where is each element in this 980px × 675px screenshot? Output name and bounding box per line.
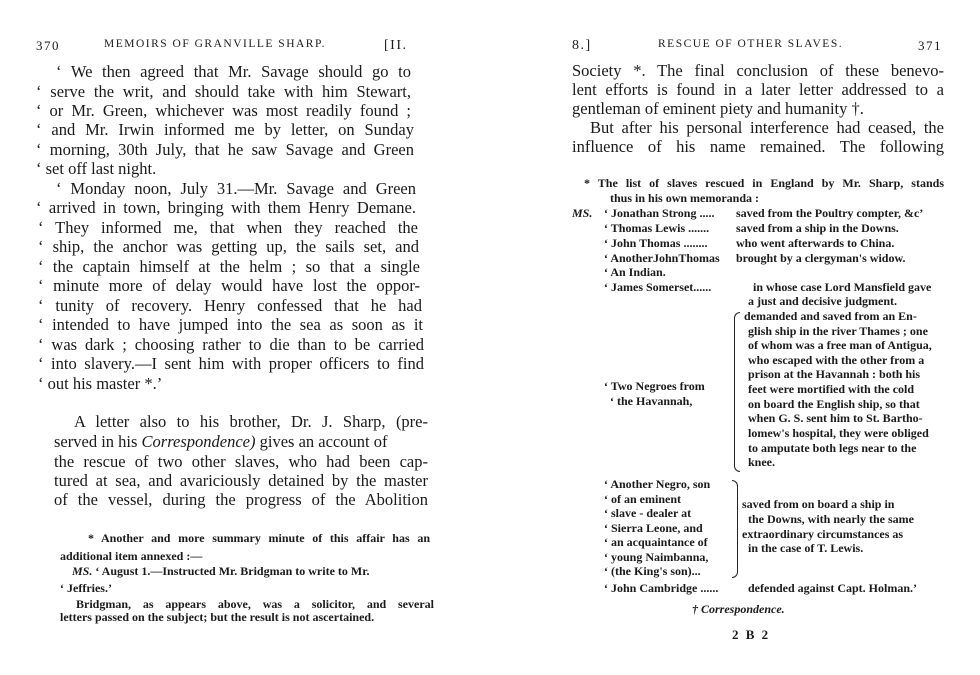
- list-item-note: prison at the Havannah : both his: [748, 367, 921, 381]
- list-item-note: a just and decisive judgment.: [748, 294, 898, 308]
- list-item-name: ‘ John Thomas ........: [604, 236, 708, 250]
- body-line: ‘ Monday noon, July 31.—Mr. Savage and Green: [56, 179, 416, 198]
- footnote-line: letters passed on the subject; but the result is not ascertained.: [60, 610, 375, 624]
- list-item-note: on board the English ship, so that: [748, 397, 920, 411]
- list-item-name: ‘ Jonathan Strong .....: [604, 206, 715, 220]
- right-page: [520, 0, 980, 675]
- list-item-note: brought by a clergyman's widow.: [736, 251, 906, 265]
- text-run: served in his: [54, 432, 142, 451]
- list-item-note: lomew's hospital, they were obliged: [748, 426, 929, 440]
- list-item-note: when G. S. sent him to St. Bartho-: [748, 411, 923, 425]
- dagger-footnote: † Correspondence.: [692, 602, 785, 616]
- list-item-name: ‘ Two Negroes from: [604, 379, 705, 393]
- chapter-mark: 8.]: [572, 38, 592, 53]
- list-item-name: ‘ Thomas Lewis .......: [604, 221, 710, 235]
- list-item-note: feet were mortified with the cold: [748, 382, 915, 396]
- list-item-name: ‘ Another Negro, son: [604, 477, 711, 491]
- page-number: 371: [918, 38, 942, 53]
- list-item-name: ‘ James Somerset......: [604, 280, 712, 294]
- body-line: ‘ into slavery.—I sent him with proper officers to find: [38, 354, 424, 373]
- ms-label: MS.: [572, 206, 593, 220]
- list-item-name: ‘ AnotherJohnThomas: [604, 251, 720, 265]
- chapter-mark: [II.: [384, 38, 408, 53]
- body-line: the rescue of two other slaves, who had been cap-: [54, 452, 428, 471]
- correspondence-italic: Correspondence): [141, 432, 256, 451]
- list-item-name: ‘ an acquaintance of: [604, 535, 708, 549]
- body-line: ‘ morning, 30th July, that he saw Savage and Green: [36, 140, 414, 159]
- left-brace: [734, 312, 740, 472]
- body-line: ‘ ship, the anchor was getting up, the sails set, and: [38, 237, 419, 256]
- list-item-note: demanded and saved from an En-: [744, 309, 917, 323]
- list-item-note: saved from on board a ship in: [742, 497, 895, 511]
- signature-mark: 2 B 2: [732, 627, 771, 642]
- body-line: lent efforts is found in a later letter addressed to a: [572, 80, 944, 99]
- body-line: ‘ was dark ; choosing rather to die than to be carried: [38, 335, 424, 354]
- body-line: ‘ serve the writ, and should take with him Stewart,: [36, 82, 411, 101]
- list-item-name: ‘ Sierra Leone, and: [604, 521, 703, 535]
- list-item-note: in whose case Lord Mansfield gave: [753, 280, 932, 294]
- left-page: [0, 0, 470, 675]
- list-item-name: ‘ the Havannah,: [610, 394, 693, 408]
- body-line: ‘ out his master *.’: [38, 374, 163, 393]
- list-item-name: ‘ of an eminent: [604, 492, 681, 506]
- list-item-note: of whom was a free man of Antigua,: [748, 338, 932, 352]
- running-title: RESCUE OF OTHER SLAVES.: [658, 38, 844, 50]
- footnote-line: [72, 564, 430, 579]
- body-line: ‘ arrived in town, bringing with them Henry Demane.: [36, 198, 416, 217]
- list-item-note: to amputate both legs near to the: [748, 441, 917, 455]
- body-line: Society *. The final conclusion of these benevo-: [572, 61, 944, 80]
- list-item-note: in the case of T. Lewis.: [748, 541, 864, 555]
- body-line: ‘ tunity of recovery. Henry confessed that he had: [38, 296, 422, 315]
- body-line: ‘ We then agreed that Mr. Savage should go to: [56, 62, 411, 81]
- running-title: MEMOIRS OF GRANVILLE SHARP.: [104, 38, 326, 50]
- body-line: But after his personal interference had ceased, the: [590, 118, 944, 137]
- footnote-line: additional item annexed :—: [60, 549, 203, 563]
- body-line: gentleman of eminent piety and humanity †.: [572, 99, 864, 118]
- body-line: ‘ minute more of delay would have lost the oppor-: [38, 276, 420, 295]
- list-item-note: saved from a ship in the Downs.: [736, 221, 899, 235]
- list-item-note: extraordinary circumstances as: [742, 527, 904, 541]
- footnote-line: Bridgman, as appears above, was a solicitor, and several: [76, 597, 434, 611]
- right-brace: [732, 480, 738, 578]
- body-line: A letter also to his brother, Dr. J. Sharp, (pre-: [74, 412, 428, 431]
- footnote-line: * Another and more summary minute of this affair has an: [88, 531, 430, 545]
- text-run: ‘ August 1.—Instructed Mr. Bridgman to write to Mr.: [92, 564, 370, 578]
- body-line: tured at sea, and avariciously detained by the master: [54, 471, 428, 490]
- list-item-name: ‘ (the King's son)...: [604, 564, 701, 578]
- list-item-name: ‘ young Naimbanna,: [604, 550, 709, 564]
- list-item-note: glish ship in the river Thames ; one: [748, 324, 928, 338]
- body-line: ‘ They informed me, that when they reached the: [38, 218, 418, 237]
- text-run: gives an account of: [255, 432, 388, 451]
- list-item-name: ‘ An Indian.: [604, 265, 666, 279]
- body-line: [54, 432, 428, 452]
- body-line: ‘ or Mr. Green, whichever was most readily found ;: [36, 101, 411, 120]
- page-number: 370: [36, 38, 60, 53]
- list-item-name: ‘ John Cambridge ......: [604, 581, 719, 595]
- body-line: ‘ intended to have jumped into the sea as soon as it: [38, 315, 423, 334]
- ms-label: MS.: [72, 564, 93, 578]
- footnote-line: ‘ Jeffries.’: [60, 581, 112, 595]
- list-item-note: defended against Capt. Holman.’: [748, 581, 918, 595]
- list-item-name: ‘ slave - dealer at: [604, 506, 692, 520]
- list-item-note: knee.: [748, 455, 775, 469]
- list-item-note: who went afterwards to China.: [736, 236, 895, 250]
- list-item-note: saved from the Poultry compter, &c’: [736, 206, 924, 220]
- list-item-note: the Downs, with nearly the same: [748, 512, 914, 526]
- list-item-note: who escaped with the other from a: [748, 353, 925, 367]
- body-line: ‘ set off last night.: [36, 159, 157, 178]
- body-line: influence of his name remained. The following: [572, 137, 944, 156]
- body-line: ‘ and Mr. Irwin informed me by letter, on Sunday: [36, 120, 414, 139]
- body-line: of the vessel, during the progress of the Abolition: [54, 490, 428, 509]
- footnote-line: * The list of slaves rescued in England by Mr. Sharp, stands: [584, 176, 944, 190]
- footnote-line: thus in his own memoranda :: [610, 191, 760, 205]
- body-line: ‘ the captain himself at the helm ; so that a single: [38, 257, 420, 276]
